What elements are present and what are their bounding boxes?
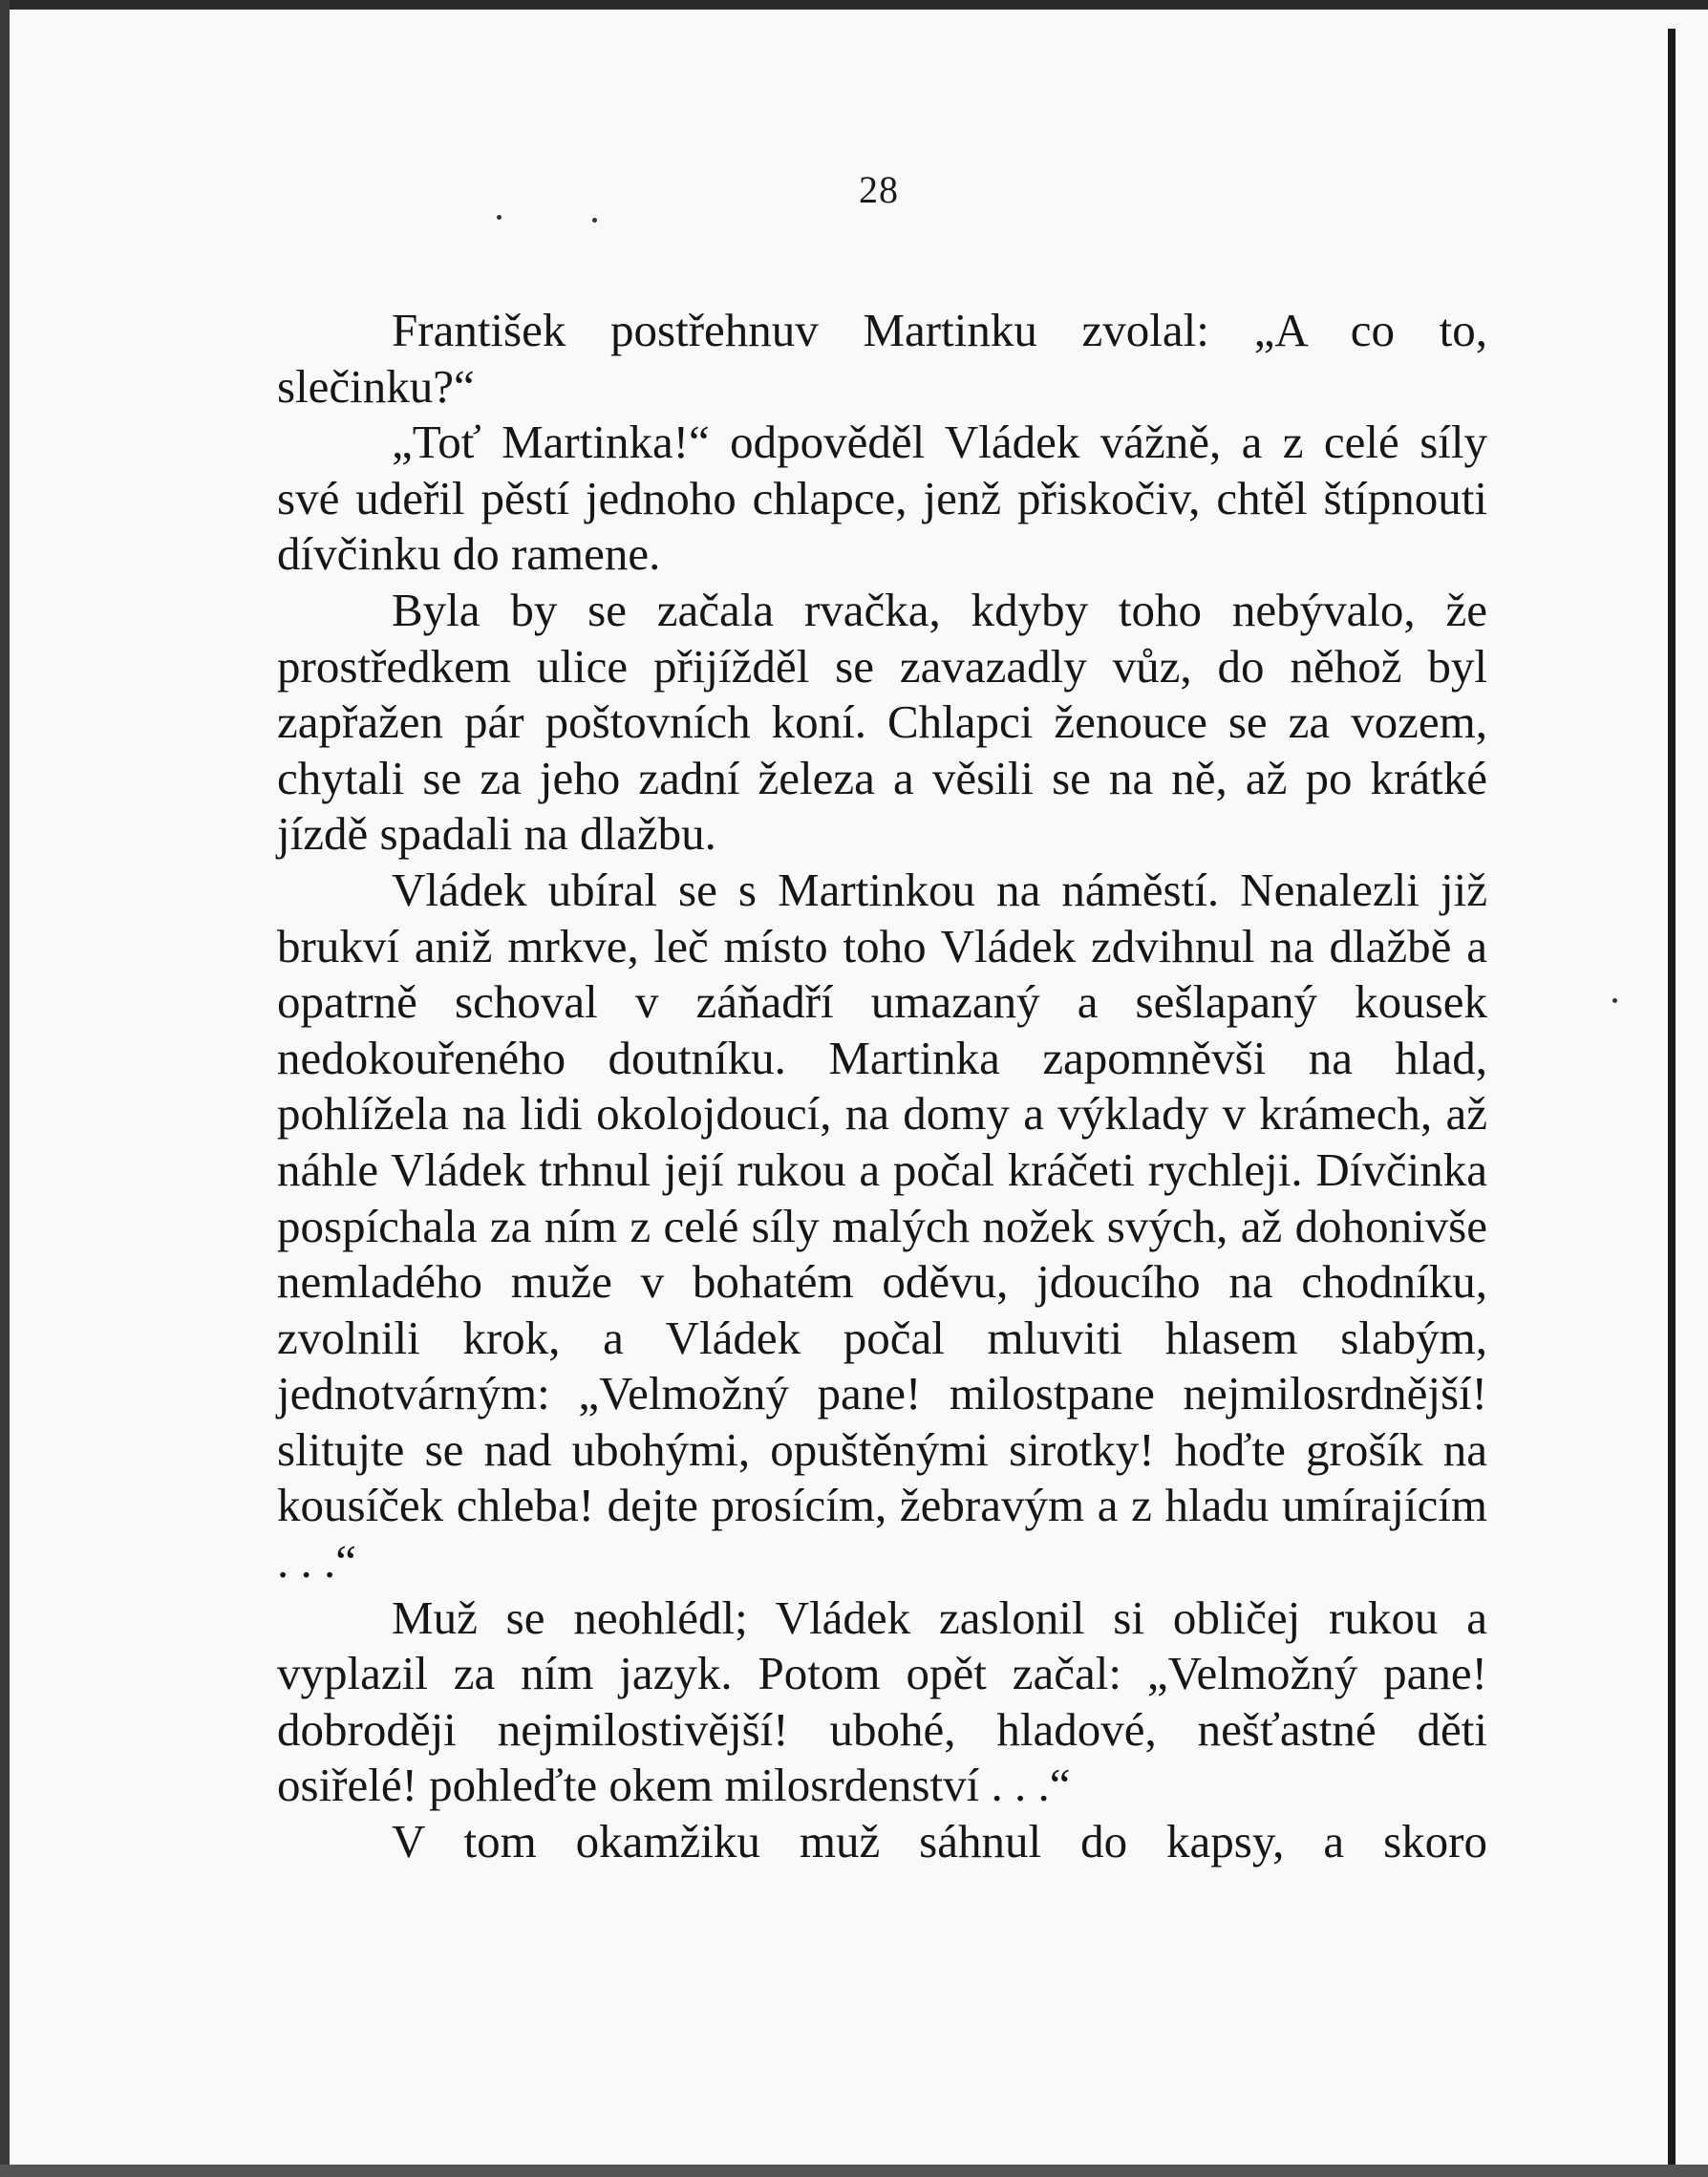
scan-speck <box>497 215 502 220</box>
paragraph-3: Byla by se začala rvačka, kdyby toho nebývalo, že prostředkem ulice přijížděl se zavazadly vůz, do něhož byl zapřažen pár poštovních koní. Chlapci ženouce se za vozem, chytali se za jeho zadní železa a věsili se na ně, až po krátké jízdě spadali na dlažbu. <box>277 583 1487 861</box>
scan-border-left <box>0 0 10 2177</box>
paragraph-2: „Toť Martinka!“ odpověděl Vládek vážně, a z celé síly své udeřil pěstí jednoho chlapce, jenž přiskočiv, chtěl štípnouti dívčinku do ramene. <box>277 416 1487 581</box>
paragraph-5: Muž se neohlédl; Vládek zaslonil si obličej rukou a vyplazil za ním jazyk. Potom opět začal: „Velmožný pane! dobroději nejmilostivější! ubohé, hladové, nešťastné děti osiřelé! pohleďte okem milosrdenství . . .“ <box>277 1590 1487 1812</box>
scan-border-top <box>0 0 1708 10</box>
scan-border-bottom <box>0 2165 1708 2177</box>
page-number: 28 <box>859 168 899 211</box>
scan-border-right <box>1668 29 1676 2177</box>
paragraph-6: V tom okamžiku muž sáhnul do kapsy, a skoro <box>392 1815 1487 1868</box>
paragraph-4: Vládek ubíral se s Martinkou na náměstí. Nenalezli již brukví aniž mrkve, leč místo toho Vládek zdvihnul na dlažbě a opatrně schoval v záňadří umazaný a sešlapaný kousek nedokouřeného doutníku. Martinka zapomněvši na hlad, pohlížela na lidi okolojdoucí, na domy a výklady v krámech, až náhle Vládek trhnul její rukou a počal kráčeti rychleji. Dívčinka pospíchala za ním z celé síly malých nožek svých, až dohonivše nemladého muže v bohatém oděvu, jdoucího na chodníku, zvolnili krok, a Vládek počal mluviti hlasem slabým, jednotvárným: „Velmožný pane! milostpane nejmilosrdnější! slitujte se nad ubohými, opuštěnými sirotky! hoďte grošík na kousíček chleba! dejte prosícím, žebravým a z hladu umírajícím . . .“ <box>277 863 1487 1589</box>
body-text <box>277 303 1487 1870</box>
scan-speck <box>1612 998 1617 1003</box>
paragraph-1: František postřehnuv Martinku zvolal: „A co to, slečinku?“ <box>277 304 1487 413</box>
scan-speck <box>592 218 597 223</box>
